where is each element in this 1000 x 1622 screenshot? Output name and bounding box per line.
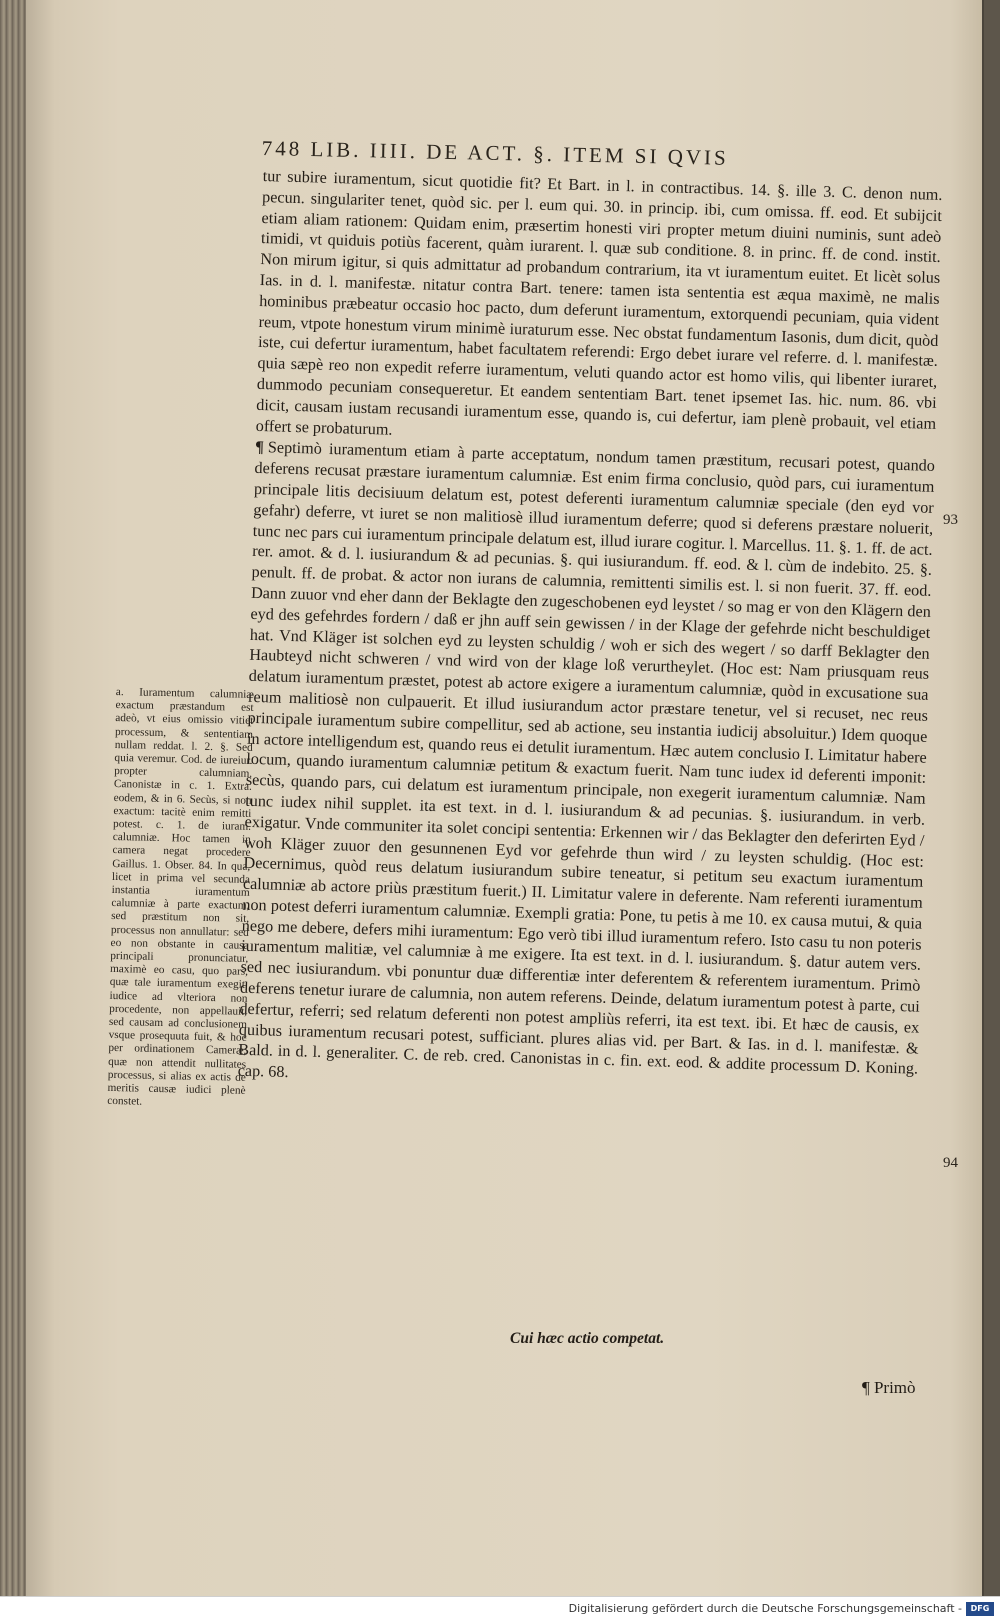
main-text-block bbox=[237, 166, 942, 1101]
paragraph-2 bbox=[237, 437, 935, 1100]
sidenote-a: a. Iuramentum calumniæ exactum præstandum est adeò, vt eius omissio vitiet processum, & sententiam nullam reddat. l. 2. §. Sed quia veremur. Cod. de iureiur. propter calumniam. Canonistæ in c. 1. Extra. eodem, & in 6. Secùs, si non exactum: tacitè enim remitti potest. c. 1. de iuram. calumniæ. Hoc tamen in camera negat procedere Gaillus. 1. Obser. 84. In qua, licet in prima vel secunda instantia iuramentum calumniæ à parte exactum, sed præstitum non sit, processus non annullatur: sed eo non obstante in causa principali pronunciatur, maximè eo casu, quo pars, quæ tale iuramentum exegit, iudice ad vlteriora non procedente, non appellauit, sed causam ad conclusionem vsque prosequuta fuit, & hoc per ordinationem Cameræ, quæ non attendit nullitates processus, si alias ex actis de meritis causæ iudici plenè constet. bbox=[107, 686, 254, 1108]
running-head: 748 LIB. IIII. DE ACT. §. ITEM SI QVIS bbox=[261, 136, 729, 170]
book-spine-shadow bbox=[0, 0, 26, 1596]
footer-bar bbox=[0, 1596, 1000, 1622]
margin-number-94: 94 bbox=[943, 1155, 958, 1171]
digitization-credit: Digitalisierung gefördert durch die Deutsche Forschungsgemeinschaft - bbox=[568, 1602, 962, 1615]
paragraph-1: tur subire iuramentum, sicut quotidie fit? Et Bart. in l. in contractibus. 14. §. ille 3. C. denon num. pecun. singulariter tenet, quòd sic. per l. eum qui. 30. in princip. ibi, cum omissa. ff. eod. Et subijcit etiam aliam rationem: Quidam enim, præsertim honesti viri propter metum diuini numinis, sunt adeò timidi, vt quiduis potiùs facerent, quàm iurarent. l. quæ sub conditione. 8. in princ. ff. de cond. instit. Non mirum igitur, si quis admittatur ad probandum contrarium, ita vt iuramentum euitet. Et licèt solus Ias. in d. l. manifestæ. nitatur contra Bart. tenere: tamen ista sententia est æqua maximè, ne malis hominibus præbeatur occasio hoc pacto, dum deferunt iuramentum, extorquendi pecuniam, quia vident reum, vtpote honestum virum minimè iuraturum esse. Nec obstat fundamentum Iasonis, dum dicit, quòd iste, cui defertur iuramentum, habet facultatem referendi: Ergo debet iurare vel referre. d. l. manifestæ. quia sæpè reo non expedit referre iuramentum, veluti quando actor est homo vilis, qui libenter iuraret, dummodo pecuniam consequeretur. Et eandem sententiam Bart. tenet ipsemet Ias. hic. num. 86. vbi dicit, causam iustam recusandi iuramentum esse, quando is, cui defertur, iam plenè probauit, vel etiam offert se probaturum. bbox=[255, 166, 943, 439]
margin-number-93: 93 bbox=[943, 512, 958, 528]
section-heading: Cui hæc actio competat. bbox=[510, 1330, 665, 1347]
pilcrow-icon: ¶ bbox=[254, 438, 265, 457]
catchword: ¶ Primò bbox=[862, 1378, 916, 1397]
dfg-logo-icon: DFG bbox=[966, 1602, 994, 1616]
paragraph-2-text: Septimò iuramentum etiam à parte acceptatum, nondum tamen præstitum, recusari potest, quando deferens recusat præstare iuramentum calumniæ. Est enim firma conclusio, quòd pars, cui iuramentum principale litis decisiuum delatum est, potest deferenti iuramentum calumniæ speciale (den eyd vor gefahr) deferre, vt iuret se non malitiosè illud iuramentum deferre; quod si deferens præstare noluerit, tunc nec pars cui iuramentum principale delatum est, illud iurare cogitur. l. Marcellus. 11. §. 1. ff. de act. rer. amot. & d. l. iusiurandum & ad pecunias. §. qui iusiurandum. ff. eod. & l. cùm de indebito. 25. §. penult. ff. de probat. & actor non iurans de calumnia, remittenti similis est. l. si non fuerit. 37. ff. eod. Dann zuuor vnd eher dann der Beklagte den zugeschobenen eyd leystet / so mag er von den Klägern den eyd des gefehrdes fordern / daß er jhn auff sein gewissen / in der Klage der gefehrde nicht beschuldiget hat. Vnd Kläger ist solchen eyd zu leysten schuldig / woh er sich des wegert / so darff Beklagter den Haubteyd nicht schweren / vnd wird von der klage loß verurtheylet. (Hoc est: Nam priusquam reus delatum iuramentum præstet, potest ab actore exigere a iuramentum calumniæ, quòd in excusatione sua reum malitiosè non culpauerit. Et illud iusiurandum actor præstare tenetur, vel si recuset, nec reus principale iuramentum subire compellitur, sed ab actione, seu instantia iudicij absoluitur.) Idem quoque in actore intelligendum est, quando reus ei detulit iuramentum. Hæc autem conclusio I. Limitatur habere locum, quando iuramentum calumniæ petitum & exactum fuerit. Nam tunc iudex id deferenti imponit: secùs, quando pars, cui delatum est iuramentum principale, non exegerit iuramentum calumniæ. Nam tunc iudex nihil supplet. ita est text. in d. l. iusiurandum & ad pecunias. §. iusiurandum. in verb. exigatur. Vnde communiter ita solet concipi sententia: Erkennen wir / das Beklagter den deferirten Eyd / woh Kläger zuuor den gesunnenen Eyd vor gefehrde thun wird / zu leysten schuldig. (Hoc est: Decernimus, quòd reus delatum iusiurandum subire teneatur, si petitum seu exactum iuramentum calumniæ ab actore priùs præstitum fuerit.) II. Limitatur valere in deferente. Nam referenti iuramentum non potest deferri iuramentum calumniæ. Exempli gratia: Pone, tu petis à me 10. ex causa mutui, & quia nego me debere, defers mihi iuramentum: Ego verò tibi illud iuramentum refero. Isto casu tu non poteris iuramentum malitiæ, vel calumniæ à me exigere. Ita est text. in d. l. iusiurandum. §. datur autem vers. sed nec iusiurandum. vbi ponuntur duæ differentiæ inter deferentem & referentem iuramentum. Primò deferens tenetur iurare de calumnia, non autem referens. Deinde, delatum iuramentum potest à parte, cui defertur, referri; sed relatum deferenti non potest ampliùs referri, ita est text. ibi. Et hæc de causis, ex quibus iuramentum recusari potest, sufficiant. plures alias vid. per Bart. & Ias. in d. l. manifestæ. & Bald. in d. l. generaliter. C. de reb. cred. Canonistas in c. fin. ext. eod. & addite processum D. Koning. cap. 68. bbox=[237, 438, 936, 1082]
